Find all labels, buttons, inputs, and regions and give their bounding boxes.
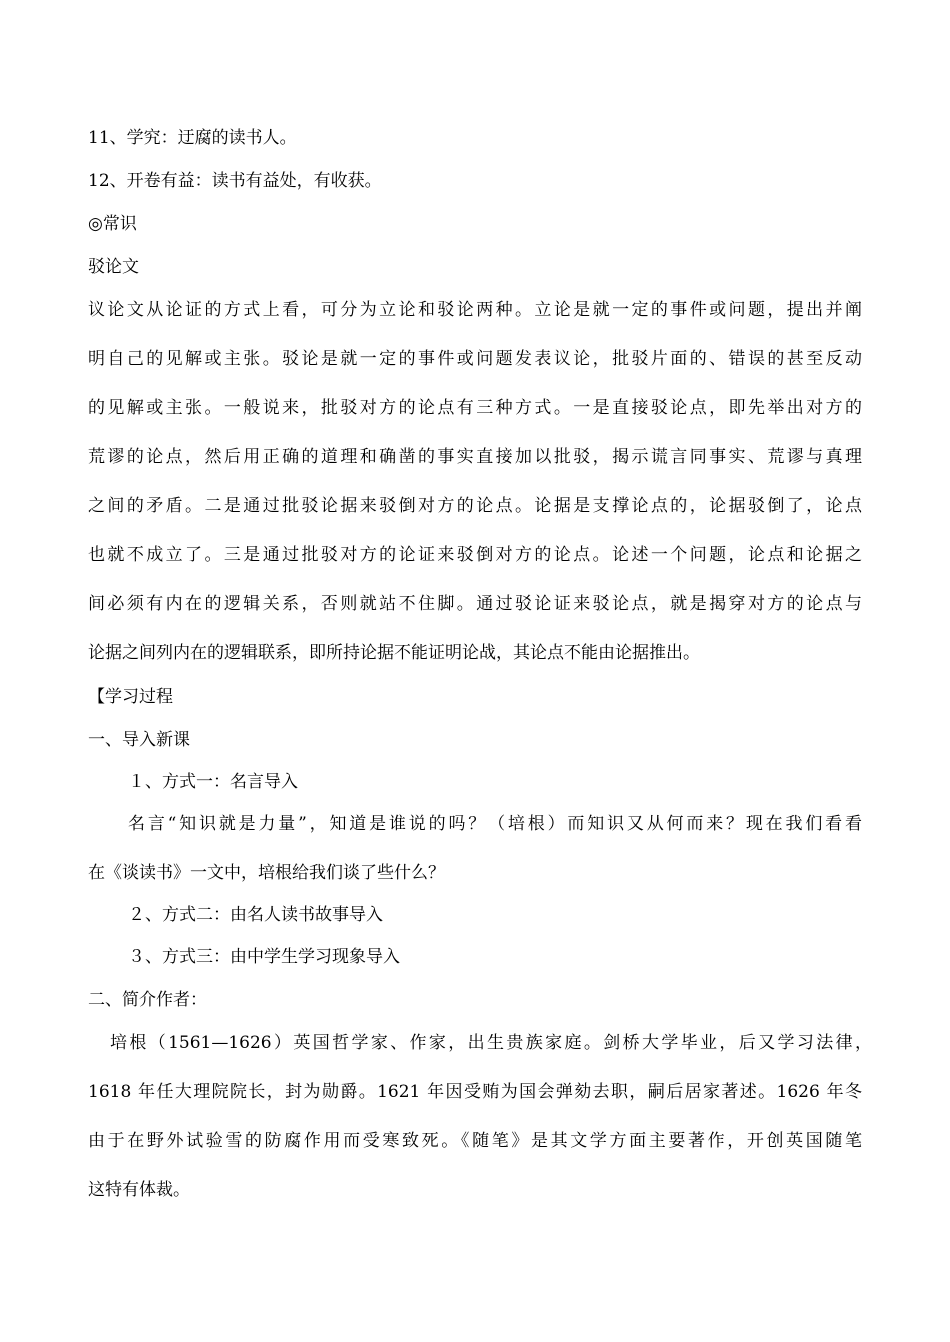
paragraph-line: 间必须有内在的逻辑关系，否则就站不住脚。通过驳论证来驳论点，就是揭穿对方的论点与 xyxy=(88,594,862,614)
quote-line: 名言“知识就是力量”，知道是谁说的吗？（培根）而知识又从何而来？现在我们看看 xyxy=(128,814,862,834)
quote-line: 在《谈读书》一文中，培根给我们谈了些什么？ xyxy=(88,863,445,883)
vocab-item-11: 11、学究：迂腐的读书人。 xyxy=(88,128,297,148)
method-1: １、方式一：名言导入 xyxy=(128,772,298,792)
paragraph-line: 的见解或主张。一般说来，批驳对方的论点有三种方式。一是直接驳论点，即先举出对方的 xyxy=(88,398,862,418)
author-line: 1618 年任大理院院长，封为勋爵。1621 年因受贿为国会弹劾去职，嗣后居家著述。1626 年冬 xyxy=(88,1082,862,1102)
paragraph-line: 荒谬的论点，然后用正确的道理和确凿的事实直接加以批驳，揭示谎言同事实、荒谬与真理 xyxy=(88,447,862,467)
knowledge-subheading: 驳论文 xyxy=(88,257,139,277)
author-line: 培根（1561—1626）英国哲学家、作家，出生贵族家庭。剑桥大学毕业，后又学习法律， xyxy=(110,1033,872,1053)
knowledge-heading: ◎常识 xyxy=(88,214,137,234)
paragraph-line: 议论文从论证的方式上看，可分为立论和驳论两种。立论是就一定的事件或问题，提出并阐 xyxy=(88,300,862,320)
process-heading: 【学习过程 xyxy=(88,687,173,707)
paragraph-line: 明自己的见解或主张。驳论是就一定的事件或问题发表议论，批驳片面的、错误的甚至反动 xyxy=(88,349,862,369)
method-3: ３、方式三：由中学生学习现象导入 xyxy=(128,947,400,967)
vocab-item-12: 12、开卷有益：读书有益处，有收获。 xyxy=(88,171,382,191)
paragraph-line: 之间的矛盾。二是通过批驳论据来驳倒对方的论点。论据是支撑论点的，论据驳倒了，论点 xyxy=(88,496,862,516)
author-line: 由于在野外试验雪的防腐作用而受寒致死。《随笔》是其文学方面主要著作，开创英国随笔 xyxy=(88,1131,862,1151)
paragraph-line: 也就不成立了。三是通过批驳对方的论证来驳倒对方的论点。论述一个问题，论点和论据之 xyxy=(88,545,862,565)
author-line: 这特有体裁。 xyxy=(88,1180,190,1200)
method-2: ２、方式二：由名人读书故事导入 xyxy=(128,905,383,925)
section-title-intro: 一、导入新课 xyxy=(88,730,190,750)
paragraph-line: 论据之间列内在的逻辑联系，即所持论据不能证明论战，其论点不能由论据推出。 xyxy=(88,643,700,663)
section-title-author: 二、简介作者： xyxy=(88,990,207,1010)
